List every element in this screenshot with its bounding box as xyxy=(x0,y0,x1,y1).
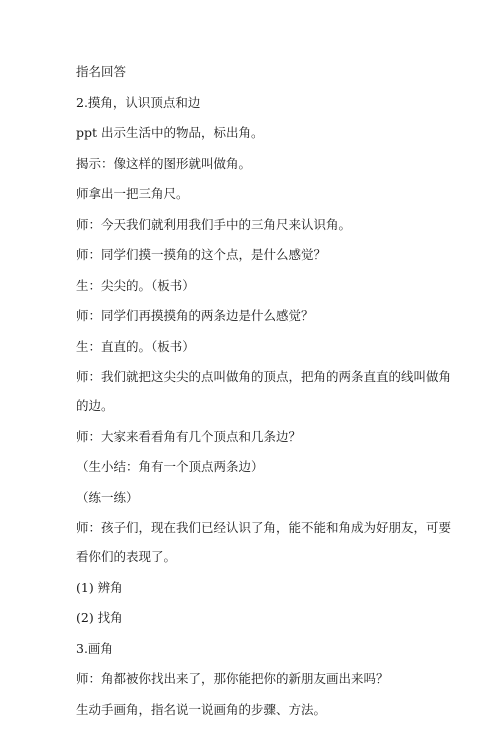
section-heading: 2.摸角，认识顶点和边 xyxy=(76,94,201,110)
text-line: 师：我们就把这尖尖的点叫做角的顶点，把角的两条直直的线叫做角 xyxy=(76,369,452,384)
text-line: 生：尖尖的。（板书） xyxy=(76,277,195,293)
list-item: (2) 找角 xyxy=(76,610,123,625)
text-line: 师：同学们再摸摸角的两条边是什么感觉？ xyxy=(76,308,314,323)
text-line-continuation: 的边。 xyxy=(76,398,114,413)
text-line: 师拿出一把三角尺。 xyxy=(76,186,189,201)
text-line: （生小结：角有一个顶点两条边） xyxy=(76,459,264,474)
text-line: （练一练） xyxy=(76,489,139,505)
list-item: (1) 辨角 xyxy=(76,579,123,595)
text-line-continuation: 看你们的表现了。 xyxy=(76,549,177,564)
document-body xyxy=(76,62,452,730)
text-line: 师：同学们摸一摸角的这个点，是什么感觉？ xyxy=(76,247,327,262)
section-heading: 3.画角 xyxy=(76,640,113,656)
text-line: 师：大家来看看角有几个顶点和几条边？ xyxy=(76,428,302,444)
text-line: 师：角都被你找出来了，那你能把你的新朋友画出来吗？ xyxy=(76,671,389,686)
text-line: 师：孩子们，现在我们已经认识了角，能不能和角成为好朋友，可要 xyxy=(76,520,452,535)
text-line: 师：今天我们就利用我们手中的三角尺来认识角。 xyxy=(76,216,352,232)
text-line: 生动手画角，指名说一说画角的步骤、方法。 xyxy=(76,701,327,717)
text-line: 指名回答 xyxy=(76,64,127,79)
text-line: 生：直直的。（板书） xyxy=(76,338,195,354)
text-line: ppt 出示生活中的物品，标出角。 xyxy=(76,125,264,140)
text-line: 揭示：像这样的图形就叫做角。 xyxy=(76,155,252,171)
